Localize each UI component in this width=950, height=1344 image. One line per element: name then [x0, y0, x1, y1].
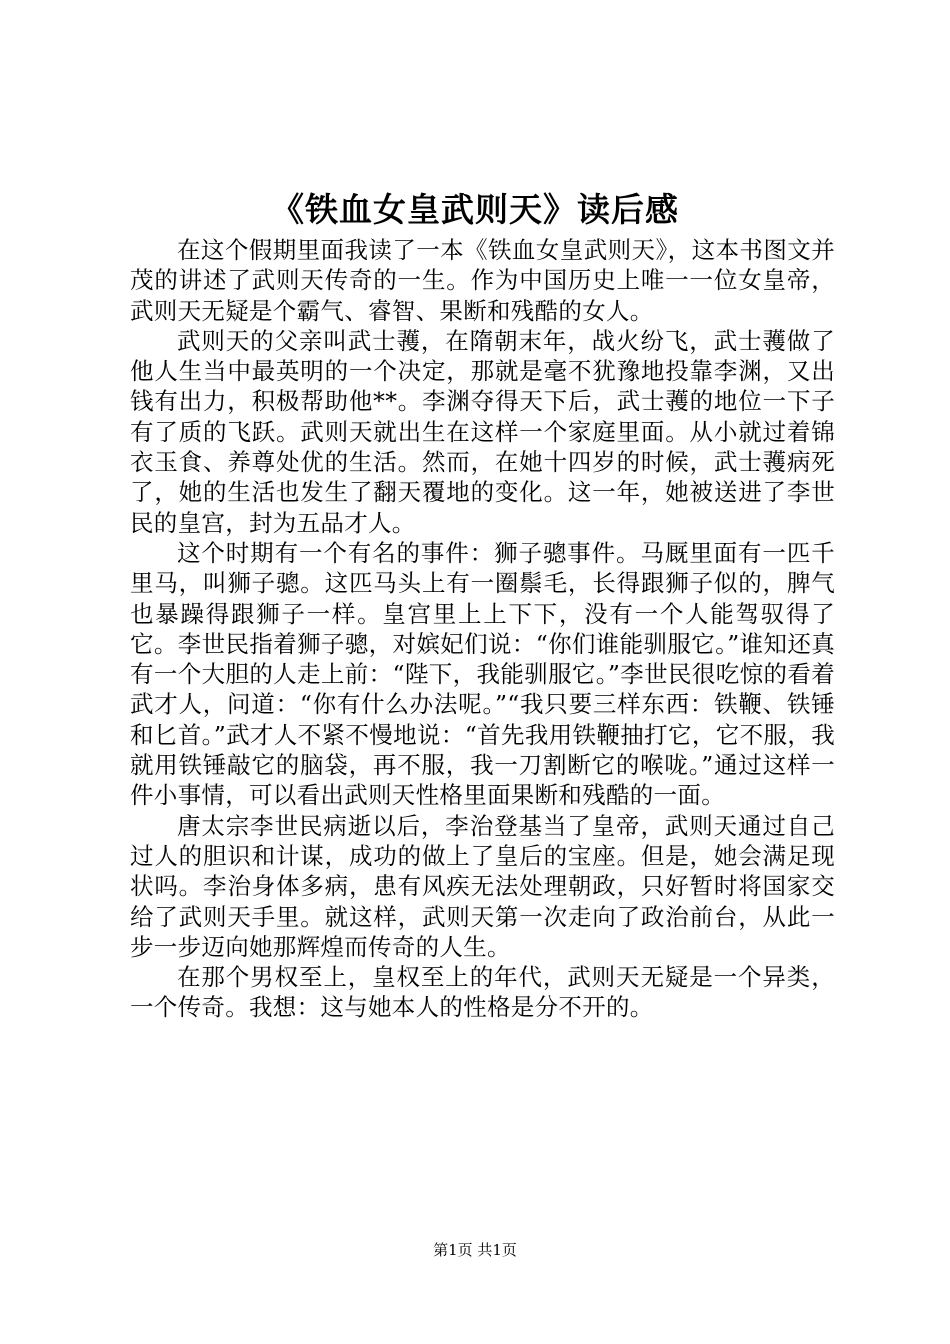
paragraph-1: 在这个假期里面我读了一本《铁血女皇武则天》，这本书图文并茂的讲述了武则天传奇的一生。作为中国历史上唯一一位女皇帝，武则天无疑是个霸气、睿智、果断和残酷的女人。	[130, 236, 835, 325]
document-body	[130, 235, 835, 1023]
page-footer: 第1页 共1页	[433, 1241, 517, 1259]
paragraph-3: 这个时期有一个有名的事件：狮子骢事件。马厩里面有一匹千里马，叫狮子骢。这匹马头上有一圈鬃毛，长得跟狮子似的，脾气也暴躁得跟狮子一样。皇宫里上上下下，没有一个人能驾驭得了它。李世民指着狮子骢，对嫔妃们说：“你们谁能驯服它。”谁知还真有一个大胆的人走上前：“陛下，我能驯服它。”李世民很吃惊的看着武才人，问道：“你有什么办法呢。”“我只要三样东西：铁鞭、铁锤和匕首。”武才人不紧不慢地说：“首先我用铁鞭抽打它，它不服，我就用铁锤敲它的脑袋，再不服，我一刀割断它的喉咙。”通过这样一件小事情，可以看出武则天性格里面果断和残酷的一面。	[130, 538, 835, 810]
document-title: 《铁血女皇武则天》读后感	[271, 190, 679, 229]
paragraph-5: 在那个男权至上，皇权至上的年代，武则天无疑是一个异类，一个传奇。我想：这与她本人的性格是分不开的。	[130, 963, 835, 1022]
paragraph-2: 武则天的父亲叫武士彟，在隋朝末年，战火纷飞，武士彟做了他人生当中最英明的一个决定，那就是毫不犹豫地投靠李渊，又出钱有出力，积极帮助他**。李渊夺得天下后，武士彟的地位一下子有了质的飞跃。武则天就出生在这样一个家庭里面。从小就过着锦衣玉食、养尊处优的生活。然而，在她十四岁的时候，武士彟病死了，她的生活也发生了翻天覆地的变化。这一年，她被送进了李世民的皇宫，封为五品才人。	[130, 326, 835, 537]
paragraph-4: 唐太宗李世民病逝以后，李治登基当了皇帝，武则天通过自己过人的胆识和计谋，成功的做上了皇后的宝座。但是，她会满足现状吗。李治身体多病，患有风疾无法处理朝政，只好暂时将国家交给了武则天手里。就这样，武则天第一次走向了政治前台，从此一步一步迈向她那辉煌而传奇的人生。	[130, 811, 835, 961]
